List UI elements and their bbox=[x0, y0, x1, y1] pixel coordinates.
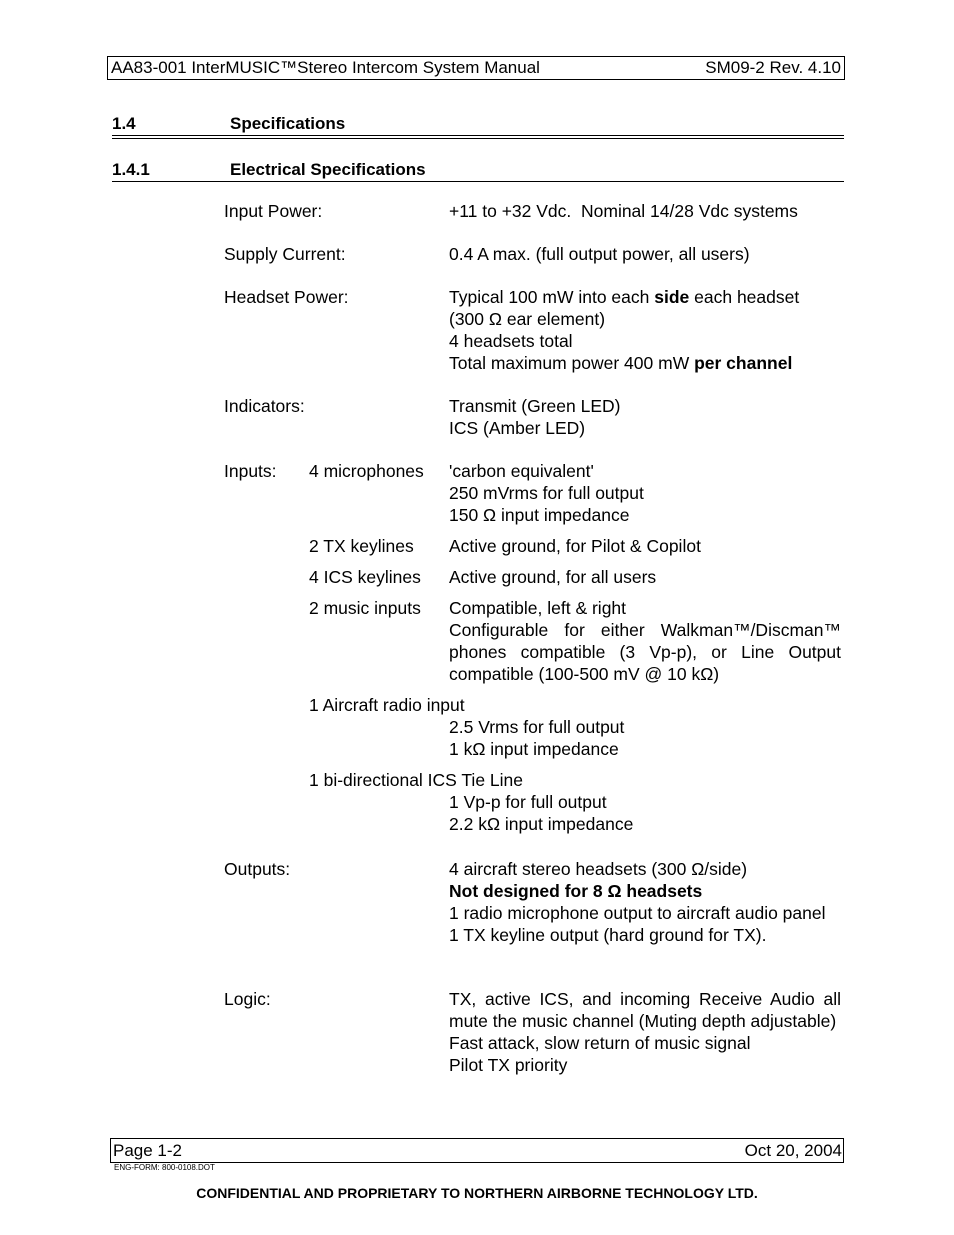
input-power-text: +11 to +32 Vdc. Nominal 14/28 Vdc systems bbox=[449, 201, 798, 221]
section-title: Specifications bbox=[230, 114, 346, 133]
headset-power-line-3: 4 headsets total bbox=[449, 331, 573, 351]
supply-current-text: 0.4 A max. (full output power, all users) bbox=[449, 244, 750, 264]
headset-power-label: Headset Power: bbox=[224, 287, 349, 307]
headset-power-l4-bold: per channel bbox=[694, 353, 793, 373]
microphones-line-3: 150 Ω input impedance bbox=[449, 505, 630, 525]
input-power-value bbox=[449, 200, 841, 222]
ics-keylines-value bbox=[449, 566, 841, 588]
microphones-line-2: 250 mVrms for full output bbox=[449, 483, 644, 503]
logic-label: Logic: bbox=[224, 989, 271, 1009]
outputs-line-1: 4 aircraft stereo headsets (300 Ω/side) bbox=[449, 859, 748, 879]
radio-input-label: 1 Aircraft radio input bbox=[309, 695, 465, 715]
indicators-value bbox=[449, 395, 841, 439]
inputs-label: Inputs: bbox=[224, 461, 277, 481]
microphones-value bbox=[449, 460, 841, 526]
music-inputs-label: 2 music inputs bbox=[309, 598, 421, 618]
microphones-line-1: 'carbon equivalent' bbox=[449, 461, 594, 481]
subsection-title: Electrical Specifications bbox=[230, 160, 426, 179]
logic-value bbox=[449, 988, 841, 1076]
input-power-label: Input Power: bbox=[224, 201, 323, 221]
page-number: Page 1-2 bbox=[113, 1141, 182, 1160]
ics-keylines-label: 4 ICS keylines bbox=[309, 567, 421, 587]
microphones-label: 4 microphones bbox=[309, 461, 424, 481]
ics-keylines-text: Active ground, for all users bbox=[449, 567, 657, 587]
headset-power-l1-pre: Typical 100 mW into each bbox=[449, 287, 655, 307]
headset-power-line-1 bbox=[449, 286, 841, 308]
section-rule-bottom bbox=[112, 138, 844, 139]
radio-input-line-1: 2.5 Vrms for full output bbox=[449, 717, 625, 737]
logic-line-2: Fast attack, slow return of music signal bbox=[449, 1033, 751, 1053]
music-inputs-line-2: Configurable for either Walkman™/Discman™ phones compatible (3 Vp-p), or Line Output compatible (100-500 mV @ 10 kΩ) bbox=[449, 620, 841, 684]
manual-title: AA83-001 InterMUSIC™Stereo Intercom System Manual bbox=[111, 58, 540, 77]
headset-power-value bbox=[449, 286, 841, 374]
headset-power-l4-pre: Total maximum power 400 mW bbox=[449, 353, 695, 373]
indicators-label: Indicators: bbox=[224, 396, 305, 416]
tie-line-line-1: 1 Vp-p for full output bbox=[449, 792, 607, 812]
footer-date: Oct 20, 2004 bbox=[744, 1141, 842, 1160]
tx-keylines-label: 2 TX keylines bbox=[309, 536, 414, 556]
logic-line-3: Pilot TX priority bbox=[449, 1055, 568, 1075]
headset-power-l1-bold: side bbox=[654, 287, 690, 307]
tx-keylines-text: Active ground, for Pilot & Copilot bbox=[449, 536, 701, 556]
section-rule-top bbox=[112, 135, 844, 136]
outputs-label: Outputs: bbox=[224, 859, 291, 879]
tx-keylines-value bbox=[449, 535, 841, 557]
supply-current-label: Supply Current: bbox=[224, 244, 346, 264]
outputs-line-3: 1 radio microphone output to aircraft audio panel bbox=[449, 903, 826, 923]
music-inputs-value bbox=[449, 597, 841, 685]
headset-power-line-2: (300 Ω ear element) bbox=[449, 309, 606, 329]
outputs-warning: Not designed for 8 Ω headsets bbox=[449, 881, 703, 901]
indicator-ics: ICS (Amber LED) bbox=[449, 418, 586, 438]
confidential-notice: CONFIDENTIAL AND PROPRIETARY TO NORTHERN AIRBORNE TECHNOLOGY LTD. bbox=[196, 1185, 758, 1201]
footer-box bbox=[110, 1138, 844, 1163]
form-number: ENG-FORM: 800-0108.DOT bbox=[114, 1163, 215, 1172]
logic-line-1: TX, active ICS, and incoming Receive Audio all mute the music channel (Muting depth adjustable) bbox=[449, 989, 841, 1031]
subsection-number: 1.4.1 bbox=[112, 160, 150, 179]
outputs-line-4: 1 TX keyline output (hard ground for TX). bbox=[449, 925, 767, 945]
tie-line-line-2: 2.2 kΩ input impedance bbox=[449, 814, 634, 834]
tie-line-value bbox=[449, 791, 841, 835]
outputs-value bbox=[449, 858, 841, 946]
radio-input-value bbox=[449, 716, 841, 760]
subsection-rule bbox=[112, 181, 844, 182]
music-inputs-line-1: Compatible, left & right bbox=[449, 598, 627, 618]
outputs-line-2 bbox=[449, 880, 841, 902]
indicator-transmit: Transmit (Green LED) bbox=[449, 396, 621, 416]
document-revision: SM09-2 Rev. 4.10 bbox=[705, 58, 841, 77]
tie-line-label: 1 bi-directional ICS Tie Line bbox=[309, 770, 523, 790]
headset-power-line-4 bbox=[449, 352, 841, 374]
section-number: 1.4 bbox=[112, 114, 136, 133]
headset-power-l1-post: each headset bbox=[689, 287, 800, 307]
supply-current-value bbox=[449, 243, 841, 265]
radio-input-line-2: 1 kΩ input impedance bbox=[449, 739, 619, 759]
